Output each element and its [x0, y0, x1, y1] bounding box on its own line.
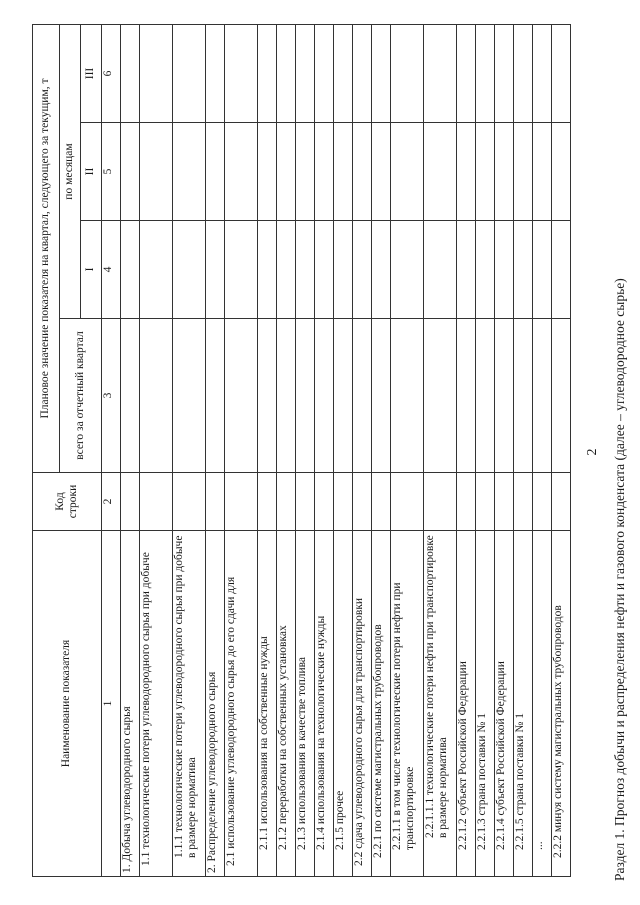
value-cell: [476, 123, 495, 221]
value-cell: [277, 319, 296, 473]
value-cell: [315, 25, 334, 123]
value-cell: [121, 319, 140, 473]
value-cell: [258, 25, 277, 123]
code-cell: [296, 473, 315, 531]
code-cell: [277, 473, 296, 531]
value-cell: [225, 319, 258, 473]
code-cell: [495, 473, 514, 531]
value-cell: [353, 319, 372, 473]
code-cell: [476, 473, 495, 531]
value-cell: [173, 221, 206, 319]
table-row: [121, 25, 140, 877]
value-cell: [391, 123, 424, 221]
value-cell: [258, 123, 277, 221]
value-cell: [206, 221, 225, 319]
row-label: 2.2.2 минуя систему магистральных трубопроводов: [552, 531, 571, 877]
value-cell: [533, 123, 552, 221]
row-label: 2.2.1.4 субъект Российской Федерации: [495, 531, 514, 877]
value-cell: [495, 319, 514, 473]
code-cell: [424, 473, 457, 531]
code-cell: [552, 473, 571, 531]
col-number: 4: [102, 221, 121, 319]
value-cell: [552, 319, 571, 473]
value-cell: [353, 123, 372, 221]
code-cell: [225, 473, 258, 531]
value-cell: [533, 319, 552, 473]
month-3-header: III: [81, 25, 102, 123]
value-cell: [552, 123, 571, 221]
code-cell: [391, 473, 424, 531]
table-row: [334, 25, 353, 877]
code-cell: [514, 473, 533, 531]
name-column-header: Наименование показателя: [33, 531, 102, 877]
row-label: 2.2.1.2 субъект Российской Федерации: [457, 531, 476, 877]
value-cell: [495, 221, 514, 319]
code-cell: [372, 473, 391, 531]
value-cell: [334, 221, 353, 319]
table-row: [552, 25, 571, 877]
value-cell: [315, 123, 334, 221]
value-cell: [391, 319, 424, 473]
table-row: [173, 25, 206, 877]
value-cell: [391, 221, 424, 319]
value-cell: [552, 25, 571, 123]
row-label: 2.1.1 использования на собственные нужды: [258, 531, 277, 877]
row-label: 2.1.4 использования на технологические нужды: [315, 531, 334, 877]
col-number: 2: [102, 473, 121, 531]
row-label: 2.2.1.5 страна поставки № 1: [514, 531, 533, 877]
total-quarter-header: всего за отчетный квартал: [60, 319, 102, 473]
value-cell: [206, 123, 225, 221]
row-label: 2.2.1.3 страна поставки № 1: [476, 531, 495, 877]
table-row: [391, 25, 424, 877]
table-row: [533, 25, 552, 877]
table-row: [372, 25, 391, 877]
table-row: [258, 25, 277, 877]
col-number: 5: [102, 123, 121, 221]
value-cell: [457, 221, 476, 319]
col-number: 6: [102, 25, 121, 123]
value-cell: [140, 25, 173, 123]
value-cell: [457, 123, 476, 221]
value-cell: [552, 221, 571, 319]
value-cell: [457, 25, 476, 123]
column-number-row: [102, 25, 121, 877]
by-months-header: по месяцам: [60, 25, 81, 319]
code-cell: [334, 473, 353, 531]
table-row: [353, 25, 372, 877]
code-cell: [140, 473, 173, 531]
value-cell: [121, 25, 140, 123]
value-cell: [206, 319, 225, 473]
value-cell: [334, 319, 353, 473]
code-cell: [353, 473, 372, 531]
row-label: 2.2.1.1 в том числе технологические потери нефти при транспортировке: [391, 531, 424, 877]
value-cell: [391, 25, 424, 123]
value-cell: [457, 319, 476, 473]
value-cell: [424, 221, 457, 319]
table-row: [315, 25, 334, 877]
value-cell: [533, 25, 552, 123]
value-cell: [173, 123, 206, 221]
value-cell: [225, 25, 258, 123]
value-cell: [277, 221, 296, 319]
value-cell: [121, 123, 140, 221]
value-cell: [296, 123, 315, 221]
header-row-1: [33, 25, 60, 877]
code-cell: [457, 473, 476, 531]
value-cell: [258, 221, 277, 319]
value-cell: [424, 319, 457, 473]
row-label: ...: [533, 531, 552, 877]
value-cell: [277, 25, 296, 123]
value-cell: [372, 319, 391, 473]
table-row: [277, 25, 296, 877]
value-cell: [296, 221, 315, 319]
value-cell: [173, 25, 206, 123]
plan-value-header: Плановое значение показателя на квартал, следующего за текущим, т: [33, 25, 60, 473]
value-cell: [225, 221, 258, 319]
month-1-header: I: [81, 221, 102, 319]
value-cell: [514, 25, 533, 123]
col-number: 3: [102, 319, 121, 473]
row-label: 2.2 сдача углеводородного сырья для транспортировки: [353, 531, 372, 877]
code-column-header: Код строки: [33, 473, 102, 531]
section-title: Раздел 1. Прогноз добычи и распределения нефти и газового конденсата (далее – углеводородное сырье): [612, 278, 627, 881]
value-cell: [296, 25, 315, 123]
code-cell: [121, 473, 140, 531]
value-cell: [315, 319, 334, 473]
row-label: 2.1.5 прочее: [334, 531, 353, 877]
table-row: [495, 25, 514, 877]
code-cell: [173, 473, 206, 531]
value-cell: [533, 221, 552, 319]
code-cell: [258, 473, 277, 531]
value-cell: [140, 221, 173, 319]
value-cell: [334, 123, 353, 221]
row-label: 2.1 использование углеводородного сырья до его сдачи для: [225, 531, 258, 877]
code-cell: [206, 473, 225, 531]
value-cell: [424, 123, 457, 221]
value-cell: [476, 25, 495, 123]
value-cell: [372, 123, 391, 221]
row-label: 1.1.1 технологические потери углеводородного сырья при добыче в размере норматива: [173, 531, 206, 877]
table-row: [424, 25, 457, 877]
value-cell: [334, 25, 353, 123]
value-cell: [277, 123, 296, 221]
value-cell: [514, 221, 533, 319]
row-label: 2.2.1.1.1 технологические потери нефти при транспортировке в размере норматива: [424, 531, 457, 877]
table-row: [206, 25, 225, 877]
page-number: 2: [585, 448, 600, 456]
value-cell: [315, 221, 334, 319]
value-cell: [372, 25, 391, 123]
value-cell: [121, 221, 140, 319]
value-cell: [296, 319, 315, 473]
row-label: 2.2.1 по системе магистральных трубопроводов: [372, 531, 391, 877]
value-cell: [353, 221, 372, 319]
value-cell: [140, 123, 173, 221]
value-cell: [476, 319, 495, 473]
table-row: [296, 25, 315, 877]
value-cell: [514, 319, 533, 473]
code-cell: [533, 473, 552, 531]
row-label: 1. Добыча углеводородного сырья: [121, 531, 140, 877]
table-row: [514, 25, 533, 877]
value-cell: [353, 25, 372, 123]
table-row: [476, 25, 495, 877]
value-cell: [258, 319, 277, 473]
forecast-table: [32, 24, 571, 877]
value-cell: [495, 25, 514, 123]
row-label: 2. Распределение углеводородного сырья: [206, 531, 225, 877]
value-cell: [495, 123, 514, 221]
table-row: [140, 25, 173, 877]
code-cell: [315, 473, 334, 531]
value-cell: [476, 221, 495, 319]
table-row: [457, 25, 476, 877]
row-label: 2.1.2 переработки на собственных установках: [277, 531, 296, 877]
row-label: 1.1 технологические потери углеводородного сырья при добыче: [140, 531, 173, 877]
row-label: 2.1.3 использования в качестве топлива: [296, 531, 315, 877]
table-row: [225, 25, 258, 877]
value-cell: [225, 123, 258, 221]
value-cell: [424, 25, 457, 123]
month-2-header: II: [81, 123, 102, 221]
value-cell: [372, 221, 391, 319]
value-cell: [173, 319, 206, 473]
value-cell: [140, 319, 173, 473]
value-cell: [206, 25, 225, 123]
value-cell: [514, 123, 533, 221]
col-number: 1: [102, 531, 121, 877]
